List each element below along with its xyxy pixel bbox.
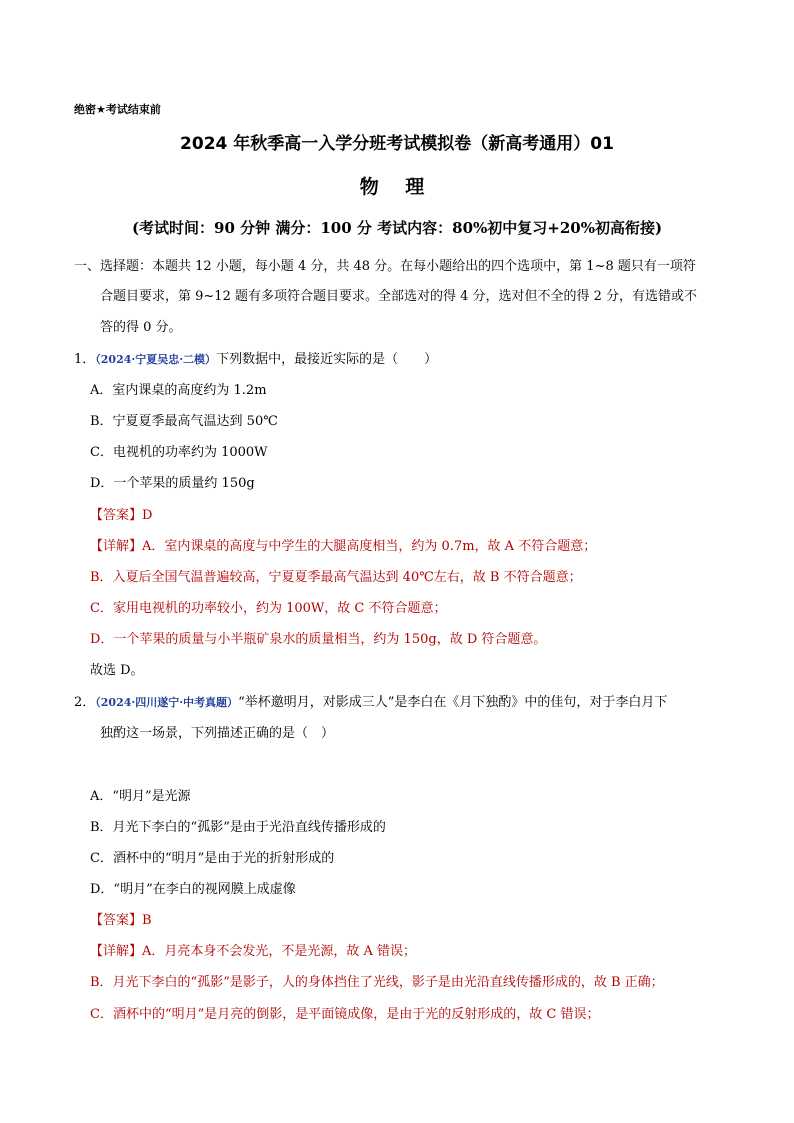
question-1-detail-a xyxy=(90,537,596,557)
question-2-number: 2． xyxy=(74,695,96,710)
question-1-number: 1． xyxy=(74,352,96,367)
detail-tag: 【详解】 xyxy=(90,539,143,554)
question-2-text: “举杯邀明月，对影成三人”是李白在《月下独酌》中的佳句，对于李白月下 xyxy=(238,695,668,710)
exam-info: (考试时间：90 分钟 满分：100 分 考试内容：80%初中复习+20%初高衔接) xyxy=(131,219,663,237)
question-1-answer xyxy=(90,506,152,526)
detail-tag: 【详解】 xyxy=(90,944,143,959)
question-2-answer xyxy=(90,911,152,931)
question-2-stem xyxy=(74,693,667,713)
question-1-option-a: A．室内课桌的高度约为 1.2m xyxy=(90,383,267,398)
section-instructions-line-3: 答的得 0 分。 xyxy=(100,320,182,335)
question-1-conclusion: 故选 D。 xyxy=(90,663,144,678)
question-1-detail-d: D．一个苹果的质量与小半瓶矿泉水的质量相当，约为 150g，故 D 符合题意。 xyxy=(90,632,547,647)
subject-title: 物 理 xyxy=(359,176,435,198)
question-2-option-a: A．“明月”是光源 xyxy=(90,789,191,804)
question-1-option-d: D．一个苹果的质量约 150g xyxy=(90,476,255,491)
question-1-text: 下列数据中，最接近实际的是（ ） xyxy=(216,352,438,367)
answer-value: B xyxy=(142,913,152,928)
question-1-detail-c: C．家用电视机的功率较小，约为 100W，故 C 不符合题意； xyxy=(90,601,447,616)
question-1-detail-b: B．入夏后全国气温普遍较高，宁夏夏季最高气温达到 40℃左右，故 B 不符合题意； xyxy=(90,570,582,585)
question-2-source: （2024·四川遂宁·中考真题） xyxy=(95,696,239,709)
exam-title: 2024 年秋季高一入学分班考试模拟卷（新高考通用）01 xyxy=(180,134,614,154)
detail-text: A．月亮本身不会发光，不是光源，故 A 错误； xyxy=(142,944,417,959)
question-2-option-b: B．月光下李白的“孤影”是由于光沿直线传播形成的 xyxy=(90,820,386,835)
section-instructions-line-2: 合题目要求，第 9~12 题有多项符合题目要求。全部选对的得 4 分，选对但不全的得 2 分，有选错或不 xyxy=(100,289,698,304)
answer-tag: 【答案】 xyxy=(90,508,143,523)
question-2-detail-b: B．月光下李白的“孤影”是影子，人的身体挡住了光线，影子是由光沿直线传播形成的，故 B 正确； xyxy=(90,975,664,990)
answer-value: D xyxy=(142,508,153,523)
question-2-stem-line-2: 独酌这一场景，下列描述正确的是（ ） xyxy=(100,726,335,741)
question-2-option-d: D．“明月”在李白的视网膜上成虚像 xyxy=(90,882,296,897)
section-instructions-line-1: 一、选择题：本题共 12 小题，每小题 4 分，共 48 分。在每小题给出的四个选项中，第 1~8 题只有一项符 xyxy=(74,259,696,274)
question-1-option-c: C．电视机的功率约为 1000W xyxy=(90,445,268,460)
detail-text: A．室内课桌的高度与中学生的大腿高度相当，约为 0.7m，故 A 不符合题意； xyxy=(142,539,597,554)
question-2-detail-a xyxy=(90,942,416,962)
question-1-stem xyxy=(74,350,437,370)
question-1-source: （2024·宁夏吴忠·二模） xyxy=(95,353,217,366)
answer-tag: 【答案】 xyxy=(90,913,143,928)
question-1-option-b: B．宁夏夏季最高气温达到 50℃ xyxy=(90,414,278,429)
question-2-detail-c: C．酒杯中的“明月”是月亮的倒影，是平面镜成像，是由于光的反射形成的，故 C 错误； xyxy=(90,1007,600,1022)
secret-mark: 绝密★考试结束前 xyxy=(74,103,161,116)
question-2-option-c: C．酒杯中的“明月”是由于光的折射形成的 xyxy=(90,851,335,866)
